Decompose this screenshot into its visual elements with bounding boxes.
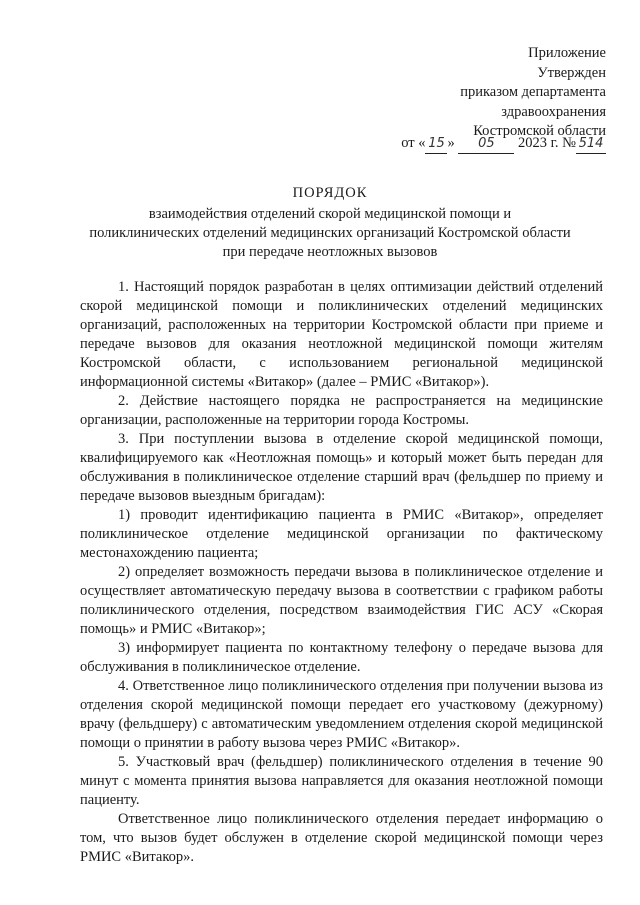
paragraph-2: 2. Действие настоящего порядка не распространяется на медицинские организации, расположенные на территории города Костромы.: [80, 393, 603, 428]
order-day-handwritten: 15: [425, 134, 447, 154]
header-line-healthcare: здравоохранения: [501, 103, 606, 120]
paragraph-6: Ответственное лицо поликлинического отделения передает информацию о том, что вызов будет обслужен в отделение скорой медицинской помощи через РМИС «Витакор».: [80, 811, 603, 865]
title-heading: ПОРЯДОК: [292, 185, 368, 201]
title-line-3: при передаче неотложных вызовов: [222, 244, 438, 260]
paragraph-1: 1. Настоящий порядок разработан в целях оптимизации действий отделений скорой медицинской помощи и поликлинических отделений медицинских организаций, расположенных на территории Костромской области при приеме и передаче вызовов для оказания неотложной медицинской помощи жителям Костромской области, с использованием региональной медицинской информационной системы «Витакор» (далее – РМИС «Витакор»).: [80, 279, 603, 390]
document-title: [80, 184, 580, 262]
title-line-1: взаимодействия отделений скорой медицинской помощи и: [148, 206, 512, 222]
paragraph-3-item-2: 2) определяет возможность передачи вызова в поликлиническое отделение и осуществляет автоматическую передачу вызова в соответствии с графиком работы поликлинического отделения, посредством взаимодействия ГИС АСУ «Скорая помощь» и РМИС «Витакор»;: [80, 564, 603, 637]
paragraph-5: 5. Участковый врач (фельдшер) поликлинического отделения в течение 90 минут с момента принятия вызова направляется для оказания неотложной помощи пациенту.: [80, 754, 603, 808]
order-month-handwritten: 05: [458, 134, 514, 154]
approval-header: [346, 44, 606, 142]
header-line-region: Костромской области: [473, 123, 606, 139]
title-line-2: поликлинических отделений медицинских организаций Костромской области: [89, 225, 571, 241]
order-year-text: 2023 г. №: [517, 135, 576, 151]
order-date-number: [401, 134, 606, 154]
document-body: [80, 278, 603, 867]
header-line-appendix: Приложение: [528, 45, 606, 61]
paragraph-3-item-1: 1) проводит идентификацию пациента в РМИС «Витакор», определяет поликлиническое отделение медицинской организации по фактическому местонахождению пациента;: [80, 507, 603, 561]
order-mid: »: [447, 135, 455, 151]
header-line-approved: Утвержден: [537, 64, 606, 81]
order-number-handwritten: 514: [576, 134, 606, 154]
order-prefix: от «: [401, 135, 426, 151]
header-line-order-of-department: приказом департамента: [460, 84, 606, 100]
paragraph-4: 4. Ответственное лицо поликлинического отделения при получении вызова из отделения скорой медицинской помощи передает его участковому (дежурному) врачу (фельдшеру) с автоматическим уведомлением отделения скорой медицинской помощи о принятии в работу вызова через РМИС «Витакор».: [80, 678, 603, 751]
paragraph-3: 3. При поступлении вызова в отделение скорой медицинской помощи, квалифицируемого как «Неотложная помощь» и который может быть передан для обслуживания в поликлиническое отделение старший врач (фельдшер по приему и передаче вызовов выездным бригадам):: [80, 431, 603, 504]
paragraph-3-item-3: 3) информирует пациента по контактному телефону о передаче вызова для обслуживания в поликлиническое отделение.: [80, 640, 603, 675]
